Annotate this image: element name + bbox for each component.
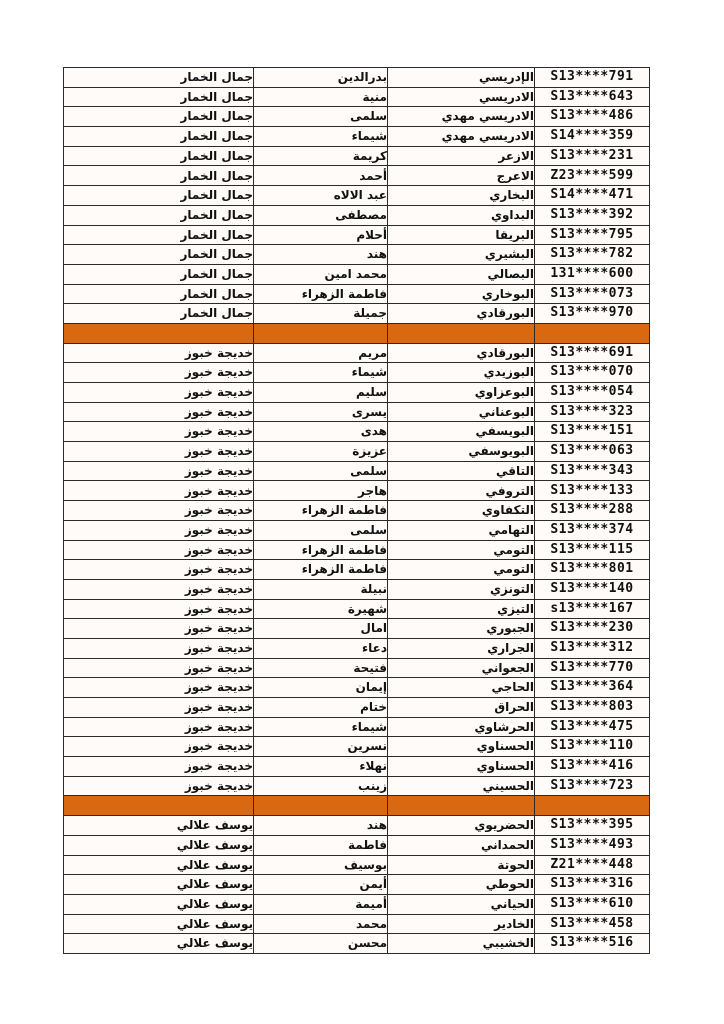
first-name-cell: عزيزة bbox=[254, 442, 388, 462]
table-row bbox=[64, 284, 650, 304]
surname-cell: الحضريوي bbox=[388, 816, 535, 836]
teacher-cell: خديجة خبوز bbox=[64, 619, 254, 639]
surname-cell: البشيري bbox=[388, 245, 535, 265]
teacher-cell: خديجة خبوز bbox=[64, 658, 254, 678]
teacher-cell: جمال الخمار bbox=[64, 146, 254, 166]
id-cell: S13****323 bbox=[535, 402, 650, 422]
surname-cell: الادريسي مهدي bbox=[388, 107, 535, 127]
id-cell: S13****054 bbox=[535, 383, 650, 403]
separator-cell bbox=[64, 796, 254, 816]
teacher-cell: جمال الخمار bbox=[64, 107, 254, 127]
table-row bbox=[64, 402, 650, 422]
table-row bbox=[64, 264, 650, 284]
surname-cell: التروفي bbox=[388, 481, 535, 501]
teacher-cell: خديجة خبوز bbox=[64, 638, 254, 658]
id-cell: S13****073 bbox=[535, 284, 650, 304]
teacher-cell: خديجة خبوز bbox=[64, 698, 254, 718]
id-cell: 131****600 bbox=[535, 264, 650, 284]
first-name-cell: هند bbox=[254, 816, 388, 836]
teacher-cell: جمال الخمار bbox=[64, 127, 254, 147]
surname-cell: الادريسي bbox=[388, 87, 535, 107]
id-cell: S13****133 bbox=[535, 481, 650, 501]
table-row bbox=[64, 146, 650, 166]
first-name-cell: فاطمة الزهراء bbox=[254, 501, 388, 521]
teacher-cell: خديجة خبوز bbox=[64, 520, 254, 540]
table-row bbox=[64, 68, 650, 88]
teacher-cell: خديجة خبوز bbox=[64, 717, 254, 737]
teacher-cell: خديجة خبوز bbox=[64, 560, 254, 580]
separator-cell bbox=[535, 323, 650, 343]
id-cell: S13****486 bbox=[535, 107, 650, 127]
id-cell: S13****392 bbox=[535, 205, 650, 225]
table-row bbox=[64, 107, 650, 127]
teacher-cell: خديجة خبوز bbox=[64, 579, 254, 599]
table-row bbox=[64, 638, 650, 658]
id-cell: S13****803 bbox=[535, 698, 650, 718]
surname-cell: البريقا bbox=[388, 225, 535, 245]
id-cell: S13****416 bbox=[535, 757, 650, 777]
first-name-cell: ختام bbox=[254, 698, 388, 718]
table-row bbox=[64, 461, 650, 481]
first-name-cell: أميمة bbox=[254, 894, 388, 914]
table-row bbox=[64, 698, 650, 718]
surname-cell: الحراق bbox=[388, 698, 535, 718]
teacher-cell: خديجة خبوز bbox=[64, 540, 254, 560]
teacher-cell: جمال الخمار bbox=[64, 225, 254, 245]
table-row bbox=[64, 816, 650, 836]
teacher-cell: يوسف علالي bbox=[64, 934, 254, 954]
first-name-cell: زينب bbox=[254, 776, 388, 796]
surname-cell: الجعواني bbox=[388, 658, 535, 678]
first-name-cell: دعاء bbox=[254, 638, 388, 658]
table-row bbox=[64, 520, 650, 540]
id-cell: S13****643 bbox=[535, 87, 650, 107]
table-row bbox=[64, 383, 650, 403]
id-cell: S13****458 bbox=[535, 914, 650, 934]
id-cell: S13****395 bbox=[535, 816, 650, 836]
table-row bbox=[64, 166, 650, 186]
teacher-cell: جمال الخمار bbox=[64, 245, 254, 265]
teacher-cell: خديجة خبوز bbox=[64, 737, 254, 757]
first-name-cell: محمد bbox=[254, 914, 388, 934]
id-cell: S13****801 bbox=[535, 560, 650, 580]
table-row bbox=[64, 678, 650, 698]
table-row bbox=[64, 343, 650, 363]
first-name-cell: جميلة bbox=[254, 304, 388, 324]
id-cell: Z21****448 bbox=[535, 855, 650, 875]
id-cell: S13****063 bbox=[535, 442, 650, 462]
surname-cell: البويوسفي bbox=[388, 442, 535, 462]
surname-cell: الحوطي bbox=[388, 875, 535, 895]
teacher-cell: خديجة خبوز bbox=[64, 461, 254, 481]
first-name-cell: هند bbox=[254, 245, 388, 265]
first-name-cell: مصطفى bbox=[254, 205, 388, 225]
id-cell: S13****610 bbox=[535, 894, 650, 914]
surname-cell: الجبوري bbox=[388, 619, 535, 639]
table-row bbox=[64, 914, 650, 934]
first-name-cell: فاطمة الزهراء bbox=[254, 284, 388, 304]
table-row bbox=[64, 245, 650, 265]
separator-cell bbox=[388, 796, 535, 816]
teacher-cell: جمال الخمار bbox=[64, 205, 254, 225]
teacher-cell: خديجة خبوز bbox=[64, 757, 254, 777]
id-cell: S13****691 bbox=[535, 343, 650, 363]
surname-cell: الحسيني bbox=[388, 776, 535, 796]
table-row bbox=[64, 934, 650, 954]
teacher-cell: خديجة خبوز bbox=[64, 501, 254, 521]
first-name-cell: محسن bbox=[254, 934, 388, 954]
table-row bbox=[64, 776, 650, 796]
surname-cell: التاقي bbox=[388, 461, 535, 481]
id-cell: S13****151 bbox=[535, 422, 650, 442]
teacher-cell: خديجة خبوز bbox=[64, 599, 254, 619]
table-row bbox=[64, 658, 650, 678]
table-row bbox=[64, 737, 650, 757]
table-row bbox=[64, 855, 650, 875]
first-name-cell: عبد الالاه bbox=[254, 186, 388, 206]
first-name-cell: فتيحة bbox=[254, 658, 388, 678]
teacher-cell: جمال الخمار bbox=[64, 304, 254, 324]
first-name-cell: إيمان bbox=[254, 678, 388, 698]
table-row bbox=[64, 304, 650, 324]
table-row bbox=[64, 560, 650, 580]
student-list-document bbox=[63, 67, 650, 954]
first-name-cell: بدرالدين bbox=[254, 68, 388, 88]
first-name-cell: هدى bbox=[254, 422, 388, 442]
table-row bbox=[64, 442, 650, 462]
surname-cell: البوزيدي bbox=[388, 363, 535, 383]
first-name-cell: أيمن bbox=[254, 875, 388, 895]
table-row bbox=[64, 363, 650, 383]
group-separator-row bbox=[64, 796, 650, 816]
surname-cell: الحسناوي bbox=[388, 757, 535, 777]
surname-cell: التهامي bbox=[388, 520, 535, 540]
table-row bbox=[64, 422, 650, 442]
teacher-cell: جمال الخمار bbox=[64, 68, 254, 88]
surname-cell: الحياني bbox=[388, 894, 535, 914]
id-cell: S13****970 bbox=[535, 304, 650, 324]
teacher-cell: خديجة خبوز bbox=[64, 481, 254, 501]
table-row bbox=[64, 87, 650, 107]
first-name-cell: يسرى bbox=[254, 402, 388, 422]
surname-cell: الاعرج bbox=[388, 166, 535, 186]
table-row bbox=[64, 894, 650, 914]
surname-cell: الحوتة bbox=[388, 855, 535, 875]
teacher-cell: خديجة خبوز bbox=[64, 363, 254, 383]
table-row bbox=[64, 757, 650, 777]
teacher-cell: خديجة خبوز bbox=[64, 343, 254, 363]
table-row bbox=[64, 127, 650, 147]
teacher-cell: خديجة خبوز bbox=[64, 776, 254, 796]
surname-cell: التومي bbox=[388, 560, 535, 580]
id-cell: S13****231 bbox=[535, 146, 650, 166]
first-name-cell: سلمى bbox=[254, 107, 388, 127]
first-name-cell: بوسيف bbox=[254, 855, 388, 875]
teacher-cell: خديجة خبوز bbox=[64, 678, 254, 698]
id-cell: S14****359 bbox=[535, 127, 650, 147]
teacher-cell: خديجة خبوز bbox=[64, 422, 254, 442]
id-cell: S13****475 bbox=[535, 717, 650, 737]
id-cell: S13****288 bbox=[535, 501, 650, 521]
surname-cell: الإدريسي bbox=[388, 68, 535, 88]
teacher-cell: خديجة خبوز bbox=[64, 442, 254, 462]
surname-cell: الخادير bbox=[388, 914, 535, 934]
first-name-cell: شهيرة bbox=[254, 599, 388, 619]
first-name-cell: شيماء bbox=[254, 717, 388, 737]
id-cell: s13****167 bbox=[535, 599, 650, 619]
teacher-cell: يوسف علالي bbox=[64, 894, 254, 914]
first-name-cell: هاجر bbox=[254, 481, 388, 501]
surname-cell: البوخاري bbox=[388, 284, 535, 304]
id-cell: S13****140 bbox=[535, 579, 650, 599]
table-row bbox=[64, 599, 650, 619]
teacher-cell: يوسف علالي bbox=[64, 914, 254, 934]
id-cell: S13****723 bbox=[535, 776, 650, 796]
teacher-cell: جمال الخمار bbox=[64, 166, 254, 186]
teacher-cell: خديجة خبوز bbox=[64, 383, 254, 403]
table-row bbox=[64, 835, 650, 855]
first-name-cell: أحلام bbox=[254, 225, 388, 245]
surname-cell: البوعناني bbox=[388, 402, 535, 422]
first-name-cell: نسرين bbox=[254, 737, 388, 757]
id-cell: S13****791 bbox=[535, 68, 650, 88]
separator-cell bbox=[388, 323, 535, 343]
teacher-cell: جمال الخمار bbox=[64, 264, 254, 284]
surname-cell: الحرشاوي bbox=[388, 717, 535, 737]
id-cell: S13****770 bbox=[535, 658, 650, 678]
first-name-cell: أحمد bbox=[254, 166, 388, 186]
id-cell: S13****110 bbox=[535, 737, 650, 757]
id-cell: S13****343 bbox=[535, 461, 650, 481]
separator-cell bbox=[64, 323, 254, 343]
id-cell: S13****493 bbox=[535, 835, 650, 855]
separator-cell bbox=[535, 796, 650, 816]
first-name-cell: نبيلة bbox=[254, 579, 388, 599]
teacher-cell: جمال الخمار bbox=[64, 186, 254, 206]
table-row bbox=[64, 875, 650, 895]
first-name-cell: شيماء bbox=[254, 127, 388, 147]
teacher-cell: جمال الخمار bbox=[64, 284, 254, 304]
table-row bbox=[64, 619, 650, 639]
teacher-cell: يوسف علالي bbox=[64, 835, 254, 855]
surname-cell: التونزي bbox=[388, 579, 535, 599]
table-row bbox=[64, 717, 650, 737]
id-cell: Z23****599 bbox=[535, 166, 650, 186]
first-name-cell: فاطمة الزهراء bbox=[254, 560, 388, 580]
students-table bbox=[63, 67, 650, 954]
id-cell: S13****516 bbox=[535, 934, 650, 954]
surname-cell: الادريسي مهدي bbox=[388, 127, 535, 147]
id-cell: S13****316 bbox=[535, 875, 650, 895]
id-cell: S13****374 bbox=[535, 520, 650, 540]
teacher-cell: يوسف علالي bbox=[64, 855, 254, 875]
table-row bbox=[64, 501, 650, 521]
id-cell: S13****312 bbox=[535, 638, 650, 658]
separator-cell bbox=[254, 323, 388, 343]
surname-cell: البورقادي bbox=[388, 343, 535, 363]
surname-cell: التيزي bbox=[388, 599, 535, 619]
id-cell: S13****230 bbox=[535, 619, 650, 639]
first-name-cell: كريمة bbox=[254, 146, 388, 166]
first-name-cell: مريم bbox=[254, 343, 388, 363]
surname-cell: التكفاوي bbox=[388, 501, 535, 521]
id-cell: S14****471 bbox=[535, 186, 650, 206]
surname-cell: البويسفي bbox=[388, 422, 535, 442]
table-row bbox=[64, 540, 650, 560]
group-separator-row bbox=[64, 323, 650, 343]
id-cell: S13****795 bbox=[535, 225, 650, 245]
surname-cell: الازعر bbox=[388, 146, 535, 166]
first-name-cell: سلمى bbox=[254, 461, 388, 481]
first-name-cell: فاطمة bbox=[254, 835, 388, 855]
surname-cell: التومي bbox=[388, 540, 535, 560]
id-cell: S13****115 bbox=[535, 540, 650, 560]
first-name-cell: سلمى bbox=[254, 520, 388, 540]
surname-cell: الحاجي bbox=[388, 678, 535, 698]
first-name-cell: فاطمة الزهراء bbox=[254, 540, 388, 560]
surname-cell: الحسناوي bbox=[388, 737, 535, 757]
id-cell: S13****070 bbox=[535, 363, 650, 383]
first-name-cell: منية bbox=[254, 87, 388, 107]
table-row bbox=[64, 225, 650, 245]
id-cell: S13****782 bbox=[535, 245, 650, 265]
teacher-cell: جمال الخمار bbox=[64, 87, 254, 107]
first-name-cell: شيماء bbox=[254, 363, 388, 383]
surname-cell: البورقادي bbox=[388, 304, 535, 324]
surname-cell: البصالي bbox=[388, 264, 535, 284]
surname-cell: الحمداني bbox=[388, 835, 535, 855]
teacher-cell: يوسف علالي bbox=[64, 816, 254, 836]
surname-cell: الجراري bbox=[388, 638, 535, 658]
surname-cell: الخشيبي bbox=[388, 934, 535, 954]
first-name-cell: محمد امين bbox=[254, 264, 388, 284]
first-name-cell: سليم bbox=[254, 383, 388, 403]
id-cell: S13****364 bbox=[535, 678, 650, 698]
surname-cell: البداوي bbox=[388, 205, 535, 225]
table-row bbox=[64, 579, 650, 599]
first-name-cell: نهلاء bbox=[254, 757, 388, 777]
teacher-cell: يوسف علالي bbox=[64, 875, 254, 895]
surname-cell: البخاري bbox=[388, 186, 535, 206]
surname-cell: البوعزاوي bbox=[388, 383, 535, 403]
teacher-cell: خديجة خبوز bbox=[64, 402, 254, 422]
table-row bbox=[64, 186, 650, 206]
table-row bbox=[64, 481, 650, 501]
first-name-cell: امال bbox=[254, 619, 388, 639]
separator-cell bbox=[254, 796, 388, 816]
table-row bbox=[64, 205, 650, 225]
